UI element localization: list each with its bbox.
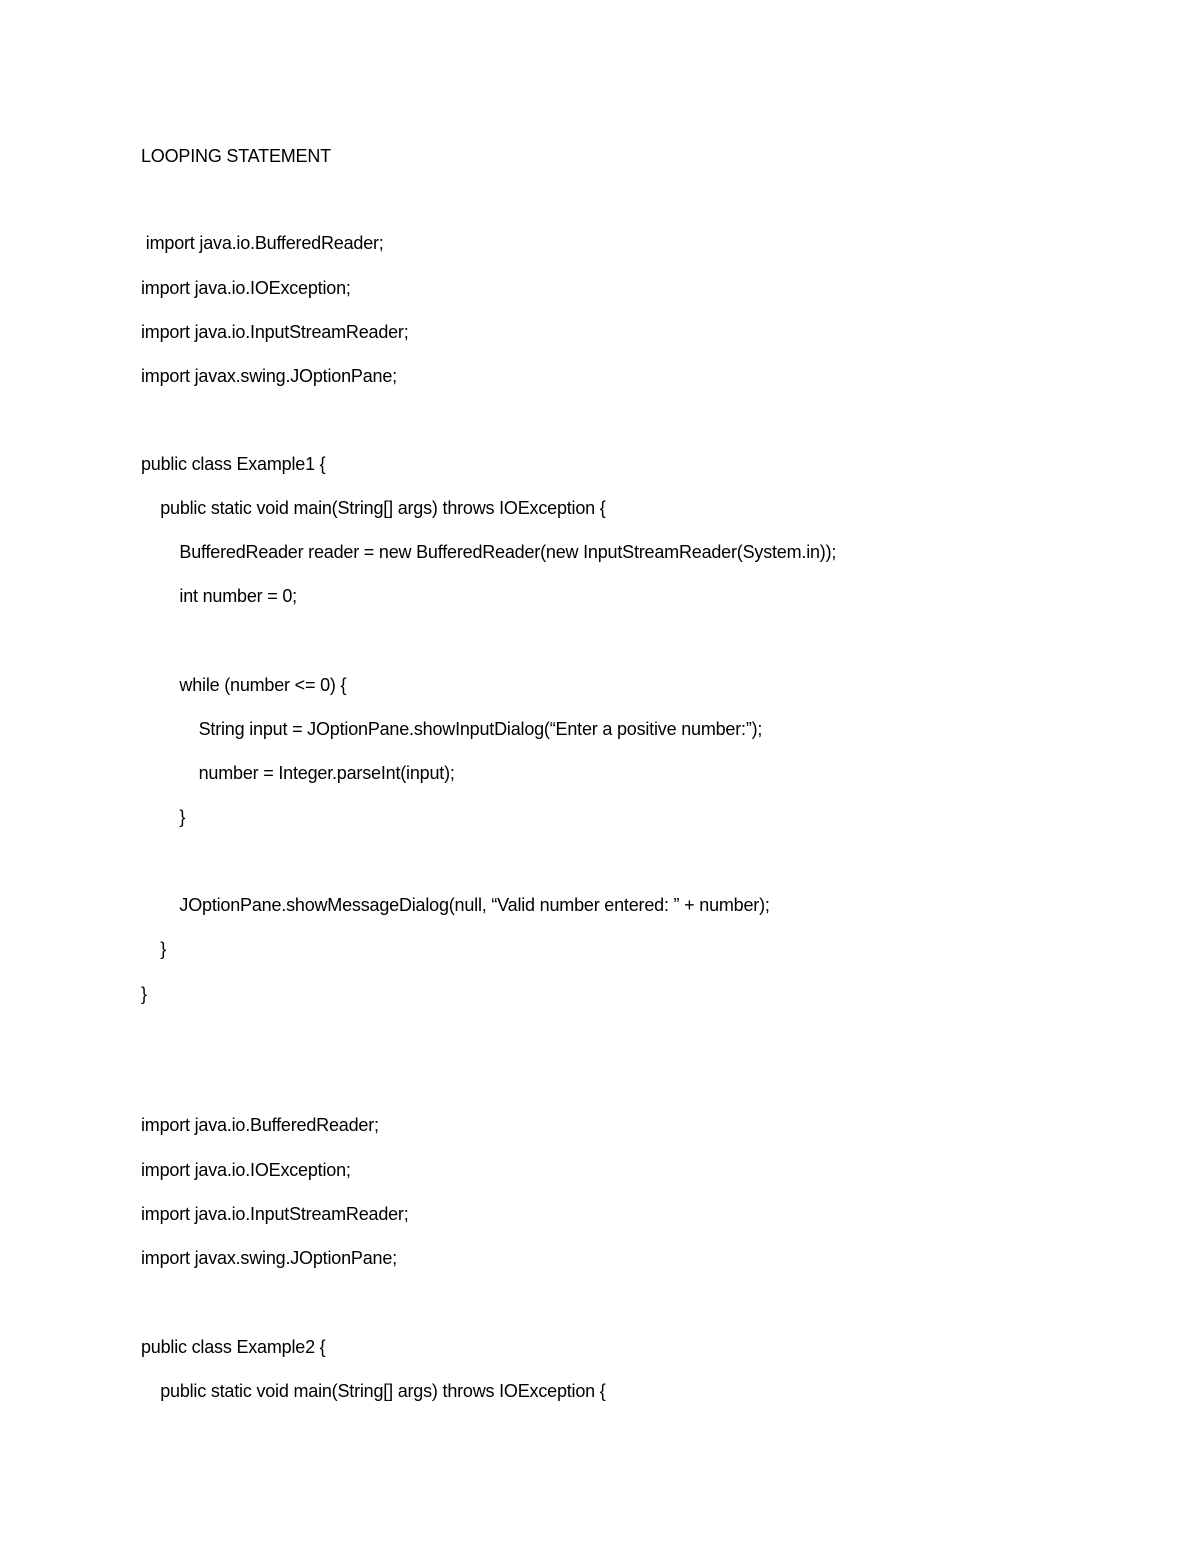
code-line: import java.io.IOException; <box>141 1160 351 1180</box>
code-line: JOptionPane.showMessageDialog(null, “Valid number entered: ” + number); <box>141 895 770 915</box>
code-line: } <box>141 807 186 827</box>
code-line: public static void main(String[] args) throws IOException { <box>141 1381 606 1401</box>
code-line: public class Example1 { <box>141 454 326 474</box>
code-line: import java.io.InputStreamReader; <box>141 322 409 342</box>
code-line: import javax.swing.JOptionPane; <box>141 1248 397 1268</box>
code-line: while (number <= 0) { <box>141 675 347 695</box>
code-line: String input = JOptionPane.showInputDialog(“Enter a positive number:”); <box>141 719 763 739</box>
code-line: public static void main(String[] args) throws IOException { <box>141 498 606 518</box>
code-line: import java.io.InputStreamReader; <box>141 1204 409 1224</box>
code-line: int number = 0; <box>141 586 297 606</box>
code-line: import java.io.BufferedReader; <box>141 1115 379 1135</box>
code-line: import java.io.BufferedReader; <box>141 233 384 253</box>
code-line: public class Example2 { <box>141 1337 326 1357</box>
code-line: } <box>141 939 167 959</box>
code-line: import javax.swing.JOptionPane; <box>141 366 397 386</box>
code-line: number = Integer.parseInt(input); <box>141 763 455 783</box>
code-line: import java.io.IOException; <box>141 278 351 298</box>
document-title: LOOPING STATEMENT <box>141 146 331 166</box>
code-line: BufferedReader reader = new BufferedReader(new InputStreamReader(System.in)); <box>141 542 837 562</box>
code-line: } <box>141 984 147 1004</box>
